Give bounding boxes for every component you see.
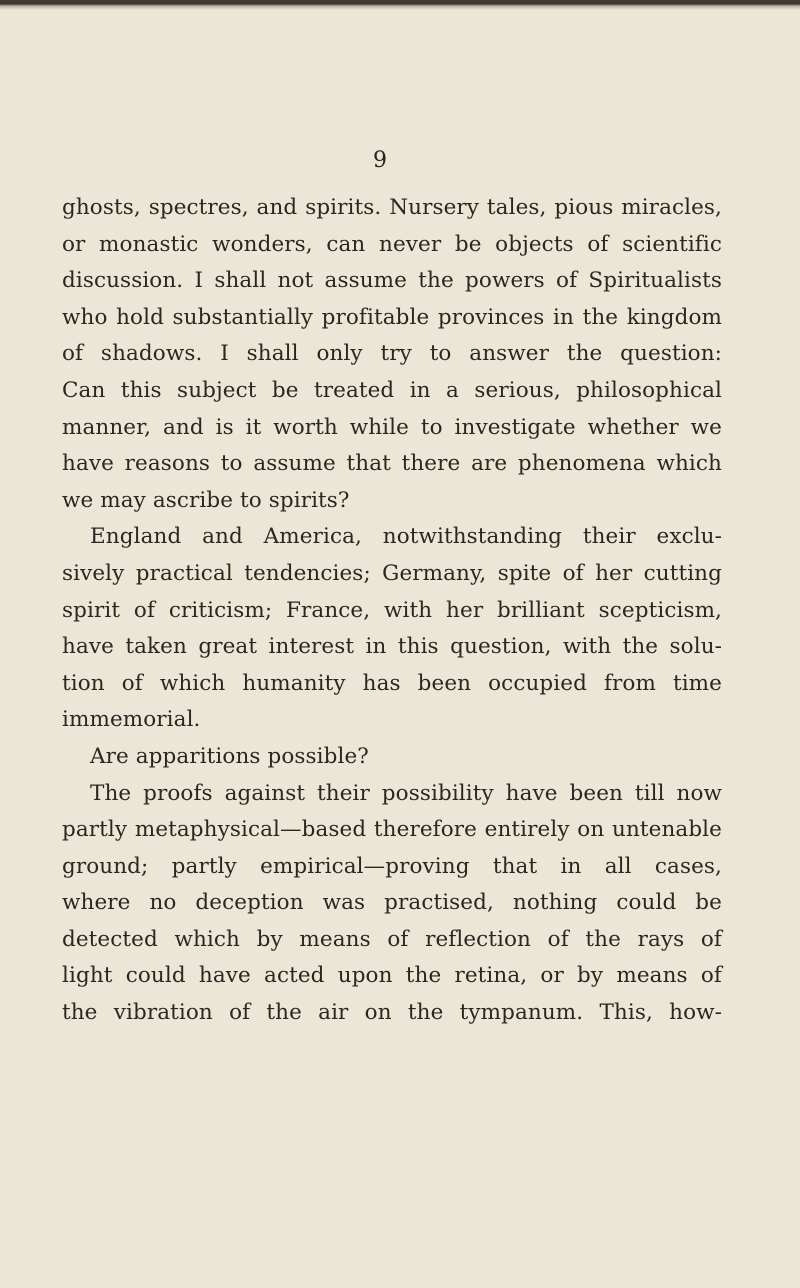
page-body-text [62,190,722,1032]
text-line: immemorial. [62,707,201,733]
text-line: have taken great interest in this question, with the solu- [62,634,722,660]
text-line: Can this subject be treated in a serious, philosophical [62,377,722,403]
text-line: England and America, notwithstanding their exclu- [90,524,722,550]
text-line: light could have acted upon the retina, or by means of [62,963,722,989]
text-line: we may ascribe to spirits? [62,487,350,513]
text-line: who hold substantially profitable provinces in the kingdom [62,304,722,330]
page-number: 9 [373,148,387,173]
text-line: have reasons to assume that there are phenomena which [62,451,722,477]
text-line: ground; partly empirical—proving that in all cases, [62,853,722,879]
text-line: The proofs against their possibility have been till now [90,780,722,806]
text-line: or monastic wonders, can never be objects of scientific [62,231,722,257]
text-line: tion of which humanity has been occupied from time [62,670,722,696]
text-line: the vibration of the air on the tympanum. This, how- [62,1000,722,1026]
text-line: of shadows. I shall only try to answer the question: [62,341,722,367]
text-line: discussion. I shall not assume the powers of Spiritualists [62,268,722,294]
text-line: sively practical tendencies; Germany, spite of her cutting [62,560,722,586]
page-top-edge [0,0,800,10]
text-line: manner, and is it worth while to investigate whether we [62,414,722,440]
text-line: where no deception was practised, nothing could be [62,890,722,916]
text-line: detected which by means of reflection of the rays of [62,926,722,952]
text-line: spirit of criticism; France, with her brilliant scepticism, [62,597,722,623]
text-line: partly metaphysical—based therefore entirely on untenable [62,817,722,843]
text-line: ghosts, spectres, and spirits. Nursery tales, pious miracles, [62,195,722,220]
text-line: Are apparitions possible? [90,743,369,769]
